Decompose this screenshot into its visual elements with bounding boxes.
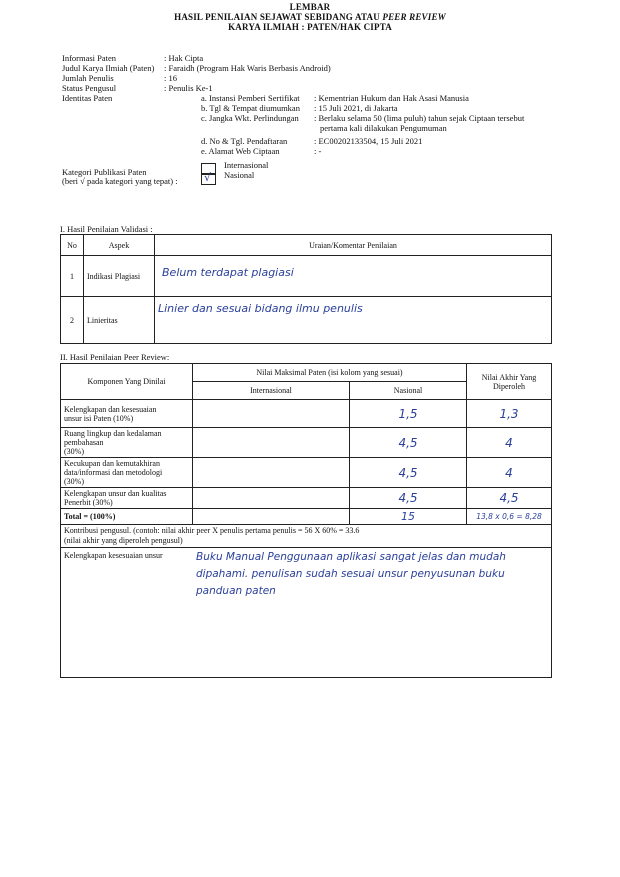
kelengkapan-comment: Buku Manual Penggunaan aplikasi sangat jelas dan mudah dipahami. penulisan sudah sesuai unsur penyusunan buku panduan paten: [196, 551, 506, 597]
table-row: [61, 297, 552, 344]
handwritten-comment: Linier dan sesuai bidang ilmu penulis: [158, 301, 363, 315]
col-nasional: Nasional: [350, 382, 467, 400]
row-aspek: Indikasi Plagiasi: [84, 256, 155, 297]
col-internasional: Internasional: [193, 382, 350, 400]
identity-value: : 15 Juli 2021, di Jakarta: [314, 103, 398, 113]
kontribusi-row: [61, 525, 552, 548]
info-value: : Faraidh (Program Hak Waris Berbasis Android): [164, 63, 331, 73]
identity-label: a. Instansi Pemberi Sertifikat: [201, 93, 300, 103]
info-label: Informasi Paten: [62, 53, 117, 63]
title-line3: KARYA ILMIAH : PATEN/HAK CIPTA: [228, 22, 392, 32]
peer-review-table: [60, 363, 552, 678]
col-aspek: Aspek: [84, 235, 155, 256]
total-nasional: 15: [401, 510, 415, 523]
title-line2: HASIL PENILAIAN SEJAWAT SEBIDANG ATAU PEER REVIEW: [174, 12, 446, 22]
info-value: : Hak Cipta: [164, 53, 204, 63]
total-label: Total = (100%): [61, 509, 193, 525]
col-no: No: [61, 235, 84, 256]
kontribusi-text: Kontribusi pengusul. (contoh: nilai akhir peer X penulis pertama penulis = 56 X 60% = 33.6: [64, 526, 360, 535]
info-label: Jumlah Penulis: [62, 73, 114, 83]
component-cell: Kelengkapan dan kesesuaian unsur isi Paten (10%): [61, 400, 193, 428]
section1-title: I. Hasil Penilaian Validasi :: [60, 224, 153, 234]
identity-value: : Berlaku selama 50 (lima puluh) tahun sejak Ciptaan tersebut: [314, 113, 525, 123]
table-row: [61, 428, 552, 458]
section2-title: II. Hasil Penilaian Peer Review:: [60, 352, 170, 362]
option-nasional: Nasional: [224, 170, 255, 180]
row-no: 1: [61, 256, 84, 297]
row-no: 2: [61, 297, 84, 344]
kelengkapan-row: [61, 548, 552, 678]
identity-label: b. Tgl & Tempat diumumkan: [201, 103, 300, 113]
final-score: 1,3: [499, 406, 519, 421]
row-comment: [155, 256, 552, 297]
identity-value: : -: [314, 146, 322, 156]
total-row: [61, 509, 552, 525]
title-lembar: LEMBAR: [289, 2, 331, 12]
nasional-score: 4,5: [398, 465, 418, 480]
table-row: [61, 458, 552, 488]
table-row: [61, 488, 552, 509]
option-internasional: Internasional: [224, 160, 269, 170]
total-final: 13,8 x 0,6 = 8,28: [476, 512, 542, 521]
nasional-score: 4,5: [398, 491, 418, 505]
check-icon: √: [204, 171, 212, 184]
identity-label: d. No & Tgl. Pendaftaran: [201, 136, 288, 146]
col-max: Nilai Maksimal Paten (isi kolom yang sesuai): [193, 364, 467, 382]
info-value: : 16: [164, 73, 177, 83]
row-comment: [155, 297, 552, 344]
final-score: 4: [505, 465, 513, 480]
final-score: 4: [505, 435, 513, 450]
identity-value: : Kementrian Hukum dan Hak Asasi Manusia: [314, 93, 469, 103]
checkbox-nasional[interactable]: [201, 171, 216, 185]
row-aspek: Linieritas: [84, 297, 155, 344]
info-label: Judul Karya Ilmiah (Paten): [62, 63, 155, 73]
identity-label: c. Jangka Wkt. Perlindungan: [201, 113, 299, 123]
nasional-score: 4,5: [398, 435, 418, 450]
kategori-instruction: (beri √ pada kategori yang tepat) :: [62, 176, 178, 186]
component-cell: Kelengkapan unsur dan kualitas Penerbit (30%): [61, 488, 193, 509]
col-final: Nilai Akhir Yang Diperoleh: [467, 364, 552, 400]
nasional-score: 1,5: [398, 406, 418, 421]
identity-label: e. Alamat Web Ciptaan: [201, 146, 280, 156]
info-label: Status Pengusul: [62, 83, 117, 93]
kelengkapan-label: Kelengkapan kesesuaian unsur: [64, 551, 163, 560]
col-component: Komponen Yang Dinilai: [61, 364, 193, 400]
kategori-label: Kategori Publikasi Paten: [62, 167, 147, 177]
component-cell: Ruang lingkup dan kedalaman pembahasan (30%): [61, 428, 193, 458]
identity-value: pertama kali dilakukan Pengumuman: [320, 123, 447, 133]
kontribusi-note: (nilai akhir yang diperoleh pengusul): [64, 536, 183, 545]
table-row: [61, 256, 552, 297]
component-cell: Kecukupan dan kemutakhiran data/informasi dan metodologi (30%): [61, 458, 193, 488]
info-value: : Penulis Ke-1: [164, 83, 213, 93]
info-label: Identitas Paten: [62, 93, 113, 103]
identity-value: : EC00202133504, 15 Juli 2021: [314, 136, 423, 146]
handwritten-comment: Belum terdapat plagiasi: [162, 265, 294, 279]
final-score: 4,5: [499, 491, 519, 505]
table-row: [61, 400, 552, 428]
col-uraian: Uraian/Komentar Penilaian: [155, 235, 552, 256]
validation-table: [60, 234, 552, 344]
